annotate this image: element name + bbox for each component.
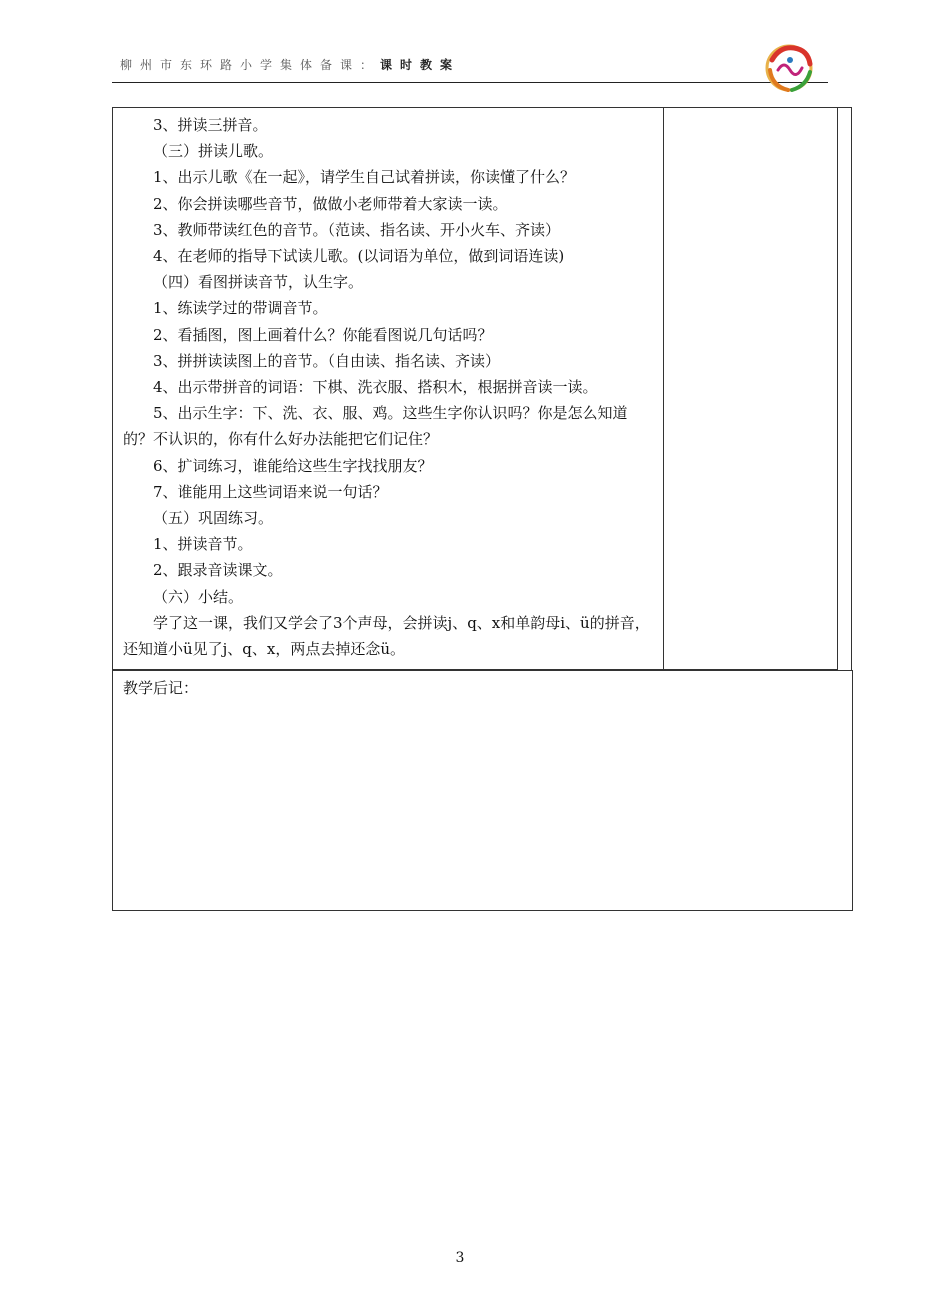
lesson-line: 1、出示儿歌《在一起》，请学生自己试着拼读，你读懂了什么？ — [153, 168, 576, 187]
table-right-stub — [838, 107, 852, 670]
lesson-plan-table — [112, 107, 838, 670]
lesson-line: 2、你会拼读哪些音节，做做小老师带着大家读一读。 — [153, 194, 508, 213]
teaching-notes-box — [112, 670, 853, 911]
header-school-title: 柳州市东环路小学集体备课： — [120, 58, 381, 72]
school-logo-icon — [760, 40, 818, 96]
lesson-line: （五）巩固练习。 — [153, 509, 274, 528]
lesson-content — [123, 112, 655, 662]
lesson-line: （三）拼读儿歌。 — [153, 142, 274, 161]
column-divider — [663, 108, 664, 669]
lesson-line: 2、看插图，图上画着什么？你能看图说几句话吗？ — [153, 325, 493, 344]
lesson-line: 5、出示生字：下、洗、衣、服、鸡。这些生字你认识吗？你是怎么知道的？不认识的，你有什么好办法能把它们记住？ — [123, 404, 628, 449]
lesson-line: 4、出示带拼音的词语：下棋、洗衣服、搭积木，根据拼音读一读。 — [153, 378, 598, 397]
lesson-line: （四）看图拼读音节，认生字。 — [153, 273, 364, 292]
lesson-line: 4、在老师的指导下试读儿歌。(以词语为单位，做到词语连读) — [153, 247, 565, 266]
lesson-line: （六）小结。 — [153, 587, 244, 606]
page-number: 3 — [455, 1250, 465, 1266]
lesson-line: 学了这一课，我们又学会了3个声母，会拼读j、q、x和单韵母i、ü的拼音，还知道小ü见了j、q、x，两点去掉还念ü。 — [123, 613, 650, 659]
lesson-line: 2、跟录音读课文。 — [153, 561, 283, 580]
lesson-line: 1、拼读音节。 — [153, 535, 253, 554]
lesson-line: 3、拼拼读读图上的音节。（自由读、指名读、齐读） — [153, 351, 501, 370]
lesson-line: 1、练读学过的带调音节。 — [153, 299, 328, 318]
lesson-line: 6、扩词练习，谁能给这些生字找找朋友？ — [153, 456, 433, 475]
lesson-line: 3、拼读三拼音。 — [153, 116, 268, 134]
lesson-line: 7、谁能用上这些词语来说一句话？ — [153, 482, 388, 501]
lesson-line: 3、教师带读红色的音节。（范读、指名读、开小火车、齐读） — [153, 220, 561, 239]
teaching-notes-label: 教学后记： — [123, 679, 199, 697]
page-header — [112, 52, 828, 83]
header-doc-type: 课时教案 — [380, 58, 461, 72]
